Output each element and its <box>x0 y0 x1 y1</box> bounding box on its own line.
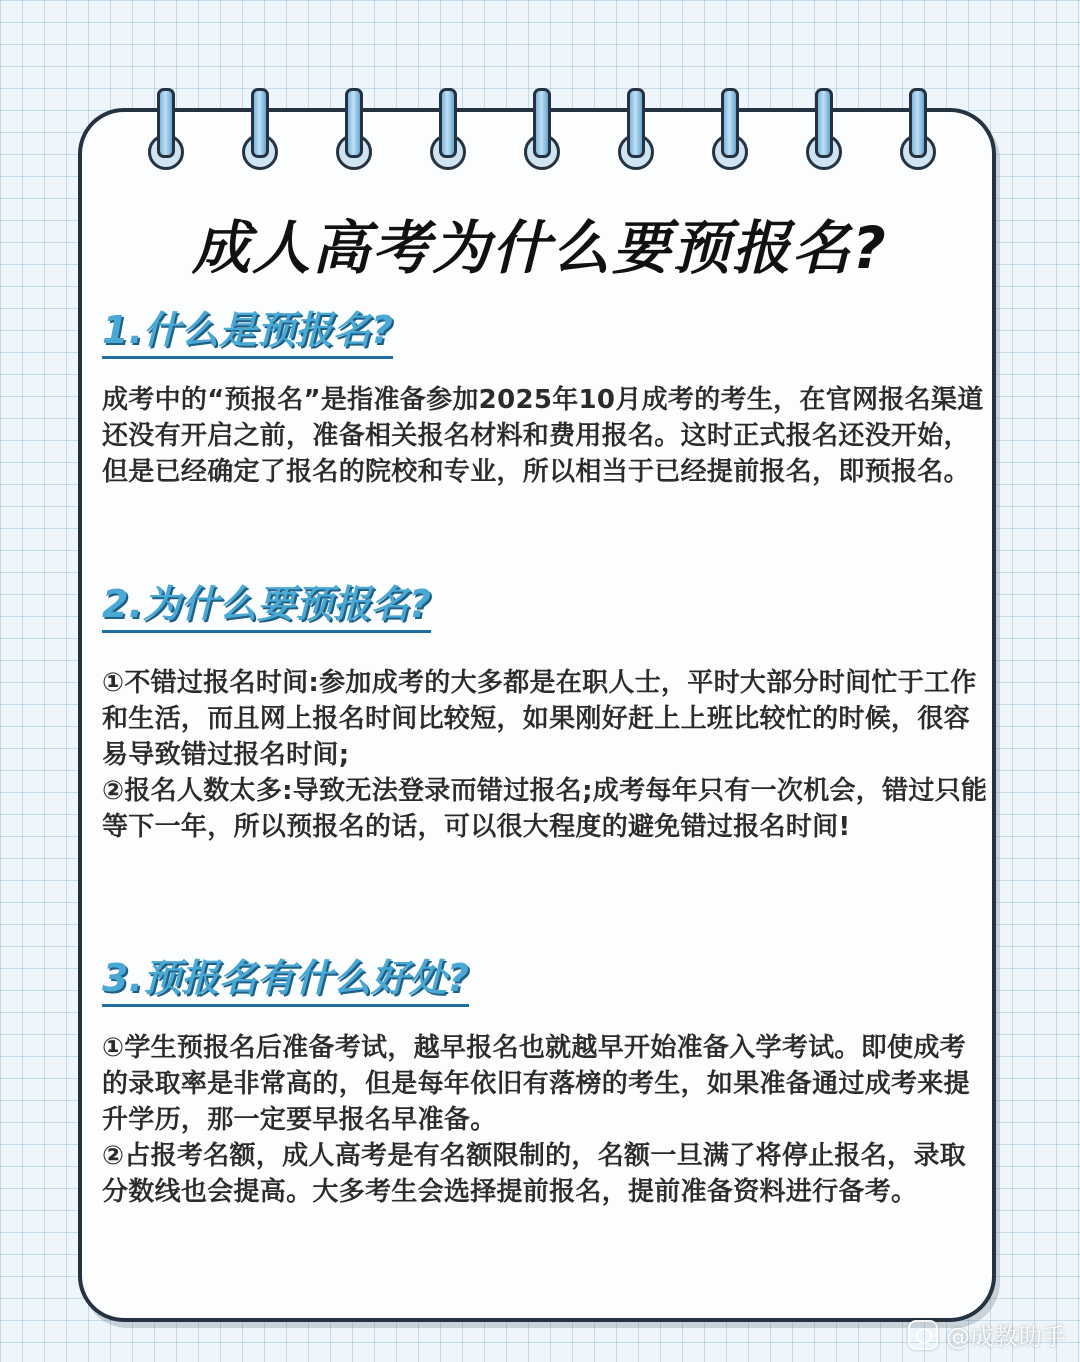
section-why-point-1: ①不错过报名时间:参加成考的大多都是在职人士，平时大部分时间忙于工作和生活，而且网上报名时间比较短，如果刚好赶上上班比较忙的时候，很容易导致错过报名时间; <box>102 668 977 770</box>
section-what-paragraph: 成考中的“预报名”是指准备参加2025年10月成考的考生，在官网报名渠道还没有开启之前，准备相关报名材料和费用报名。这时正式报名还没开始，但是已经确定了报名的院校和专业，所以相当于已经提前报名，即预报名。 <box>102 385 984 487</box>
section-benefits-point-2: ②占报考名额，成人高考是有名额限制的，名额一旦满了将停止报名，录取分数线也会提高。大多考生会选择提前报名，提前准备资料进行备考。 <box>102 1141 966 1207</box>
watermark <box>908 1317 1066 1352</box>
section-why-point-2: ②报名人数太多:导致无法登录而错过报名;成考每年只有一次机会，错过只能等下一年，所以预报名的话，可以很大程度的避免错过报名时间! <box>102 776 988 842</box>
page-title: 成人高考为什么要预报名? <box>192 214 888 282</box>
section-benefits-point-1: ①学生预报名后准备考试，越早报名也就越早开始准备入学考试。即使成考的录取率是非常高的，但是每年依旧有落榜的考生，如果准备通过成考来提升学历，那一定要早报名早准备。 <box>102 1033 970 1135</box>
section-heading-benefits: 3.预报名有什么好处? <box>102 954 469 1007</box>
section-heading-why: 2.为什么要预报名? <box>102 580 431 633</box>
section-heading-what: 1.什么是预报名? <box>102 306 393 359</box>
weibo-icon <box>908 1320 938 1350</box>
watermark-text: @成教助手 <box>946 1323 1066 1351</box>
